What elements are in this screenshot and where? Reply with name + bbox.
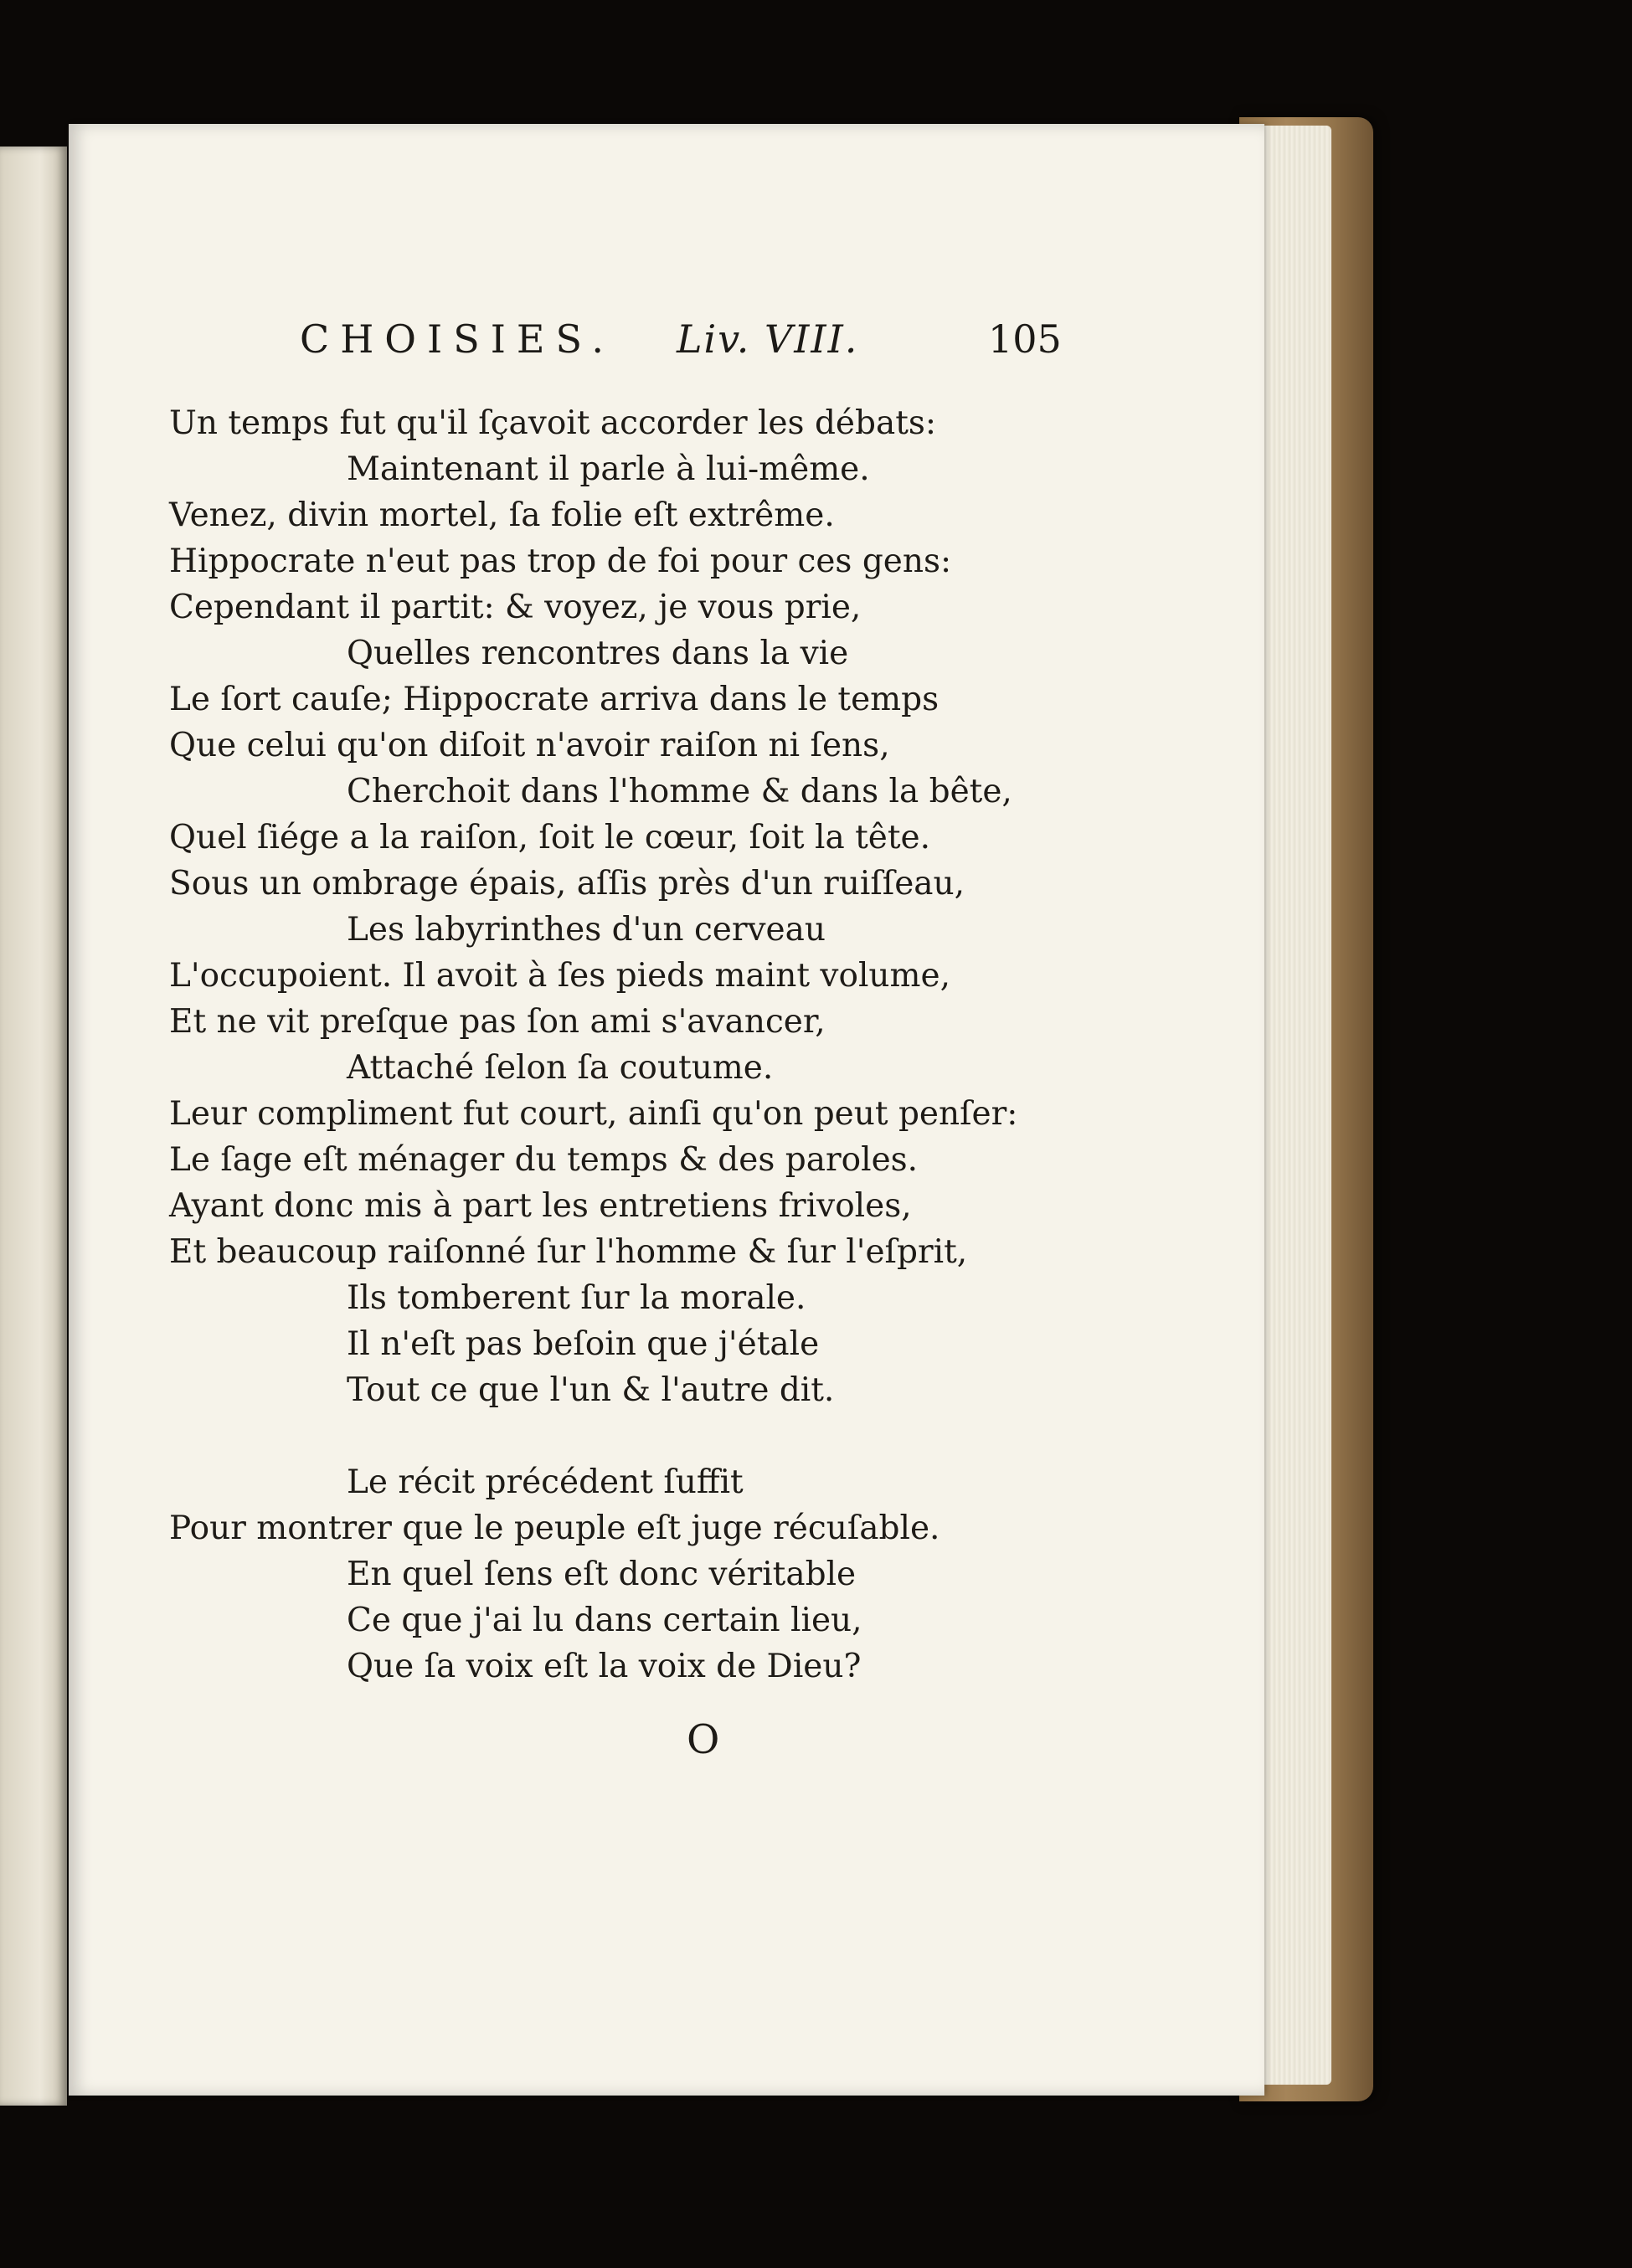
- verse-line: Le ſage eſt ménager du temps & des paroles.: [169, 1141, 919, 1179]
- verse-line: Attaché ſelon ſa coutume.: [347, 1049, 774, 1087]
- verse-line: En quel ſens eſt donc véritable: [347, 1556, 857, 1593]
- verse-line: Cherchoit dans l'homme & dans la bête,: [347, 773, 1012, 810]
- verse-line: Leur compliment fut court, ainſi qu'on peut penſer:: [169, 1095, 1018, 1133]
- verse-line: Que celui qu'on diſoit n'avoir raiſon ni ſens,: [169, 727, 890, 764]
- verse-line: Quel ſiége a la raiſon, ſoit le cœur, ſoit la tête.: [169, 819, 930, 856]
- verse-line: Que ſa voix eſt la voix de Dieu?: [347, 1648, 862, 1685]
- verse-line: Le ſort cauſe; Hippocrate arriva dans le temps: [169, 681, 940, 718]
- verse-line: Le récit précédent ſuffit: [347, 1463, 744, 1501]
- running-head: CHOISIES.: [300, 316, 615, 362]
- verse-line: Pour montrer que le peuple eſt juge récuſable.: [169, 1509, 940, 1547]
- book-reference: Liv. VIII.: [677, 316, 859, 362]
- verse-line: Les labyrinthes d'un cerveau: [347, 911, 826, 949]
- verse-line: Et ne vit preſque pas ſon ami s'avancer,: [169, 1003, 826, 1041]
- verse-line: Quelles rencontres dans la vie: [347, 635, 849, 672]
- verse-line: Il n'eſt pas beſoin que j'étale: [347, 1325, 820, 1363]
- verse-line: Ils tomberent ſur la morale.: [347, 1279, 806, 1317]
- end-ornament: O: [687, 1716, 720, 1763]
- left-page-edge: [0, 147, 67, 2106]
- verse-line: Venez, divin mortel, ſa folie eſt extrême.: [169, 496, 835, 534]
- poem-text: [169, 400, 1023, 1689]
- verse-line: Sous un ombrage épais, aſſis près d'un ruiſſeau,: [169, 865, 965, 903]
- verse-line: L'occupoient. Il avoit à ſes pieds maint volume,: [169, 957, 950, 995]
- verse-line: Cependant il partit: & voyez, je vous prie,: [169, 589, 862, 626]
- verse-line: Et beaucoup raiſonné ſur l'homme & ſur l'eſprit,: [169, 1233, 968, 1271]
- page-number: 105: [988, 316, 1062, 362]
- verse-line: Tout ce que l'un & l'autre dit.: [347, 1371, 835, 1409]
- page-header: [300, 316, 1062, 383]
- verse-line: Ayant donc mis à part les entretiens frivoles,: [169, 1187, 912, 1225]
- stanza-break: [169, 1413, 1023, 1459]
- verse-line: Maintenant il parle à lui-même.: [347, 450, 870, 488]
- verse-line: Hippocrate n'eut pas trop de foi pour ces gens:: [169, 543, 952, 580]
- verse-line: Un temps fut qu'il ſçavoit accorder les débats:: [169, 404, 937, 442]
- verse-line: Ce que j'ai lu dans certain lieu,: [347, 1602, 862, 1639]
